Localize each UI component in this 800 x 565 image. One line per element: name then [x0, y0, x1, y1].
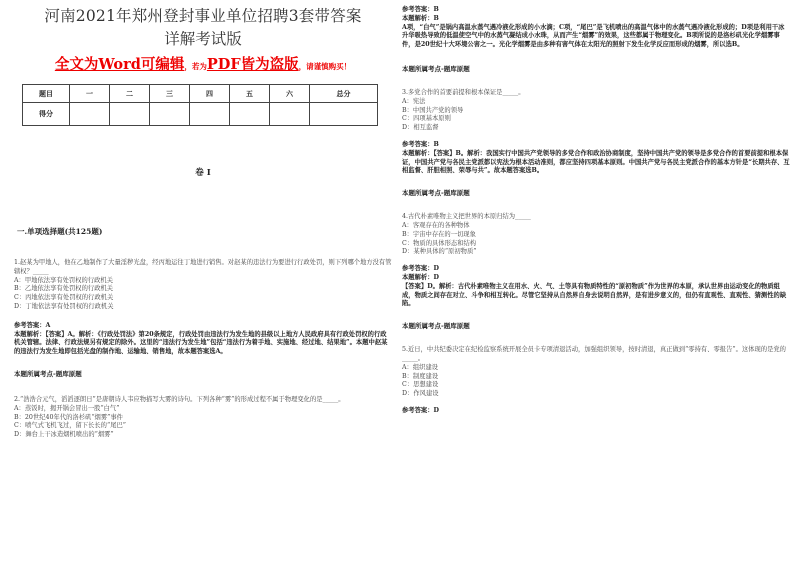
answer-label: 参考答案：D — [402, 265, 439, 273]
answer-label: 参考答案：B — [402, 6, 439, 13]
option-a: A：客观存在的各种物体 — [402, 221, 470, 229]
score-input-cell — [70, 103, 110, 126]
option-d: D：相互监督 — [402, 124, 439, 132]
score-input-cell — [110, 103, 150, 126]
option-d: D：某种具体的“原初物质” — [402, 248, 477, 256]
question-5 — [402, 346, 790, 416]
option-a: A：宪法 — [402, 97, 426, 105]
left-column — [14, 6, 392, 440]
section-title: 一.单项选择题(共125题) — [17, 227, 103, 236]
knowledge-point: 本题所属考点-题库原题 — [14, 369, 82, 378]
score-cell: 一 — [70, 85, 110, 103]
score-cell: 得分 — [23, 103, 70, 126]
option-d: D：丁地依法享有处罚权的行政机关 — [14, 302, 114, 310]
copyright-banner — [14, 53, 392, 74]
option-b: B：中国共产党的领导 — [402, 106, 464, 114]
option-c: C：思想建设 — [402, 381, 439, 389]
option-c: C：丙地依法享有处罚权的行政机关 — [14, 294, 114, 302]
question-2 — [14, 396, 392, 440]
score-cell: 四 — [190, 85, 230, 103]
score-cell: 二 — [110, 85, 150, 103]
knowledge-point: 本题所属考点-题库原题 — [402, 322, 470, 331]
option-c: C：四项基本原则 — [402, 115, 451, 123]
question-options — [14, 277, 392, 312]
right-column — [402, 6, 790, 416]
score-cell: 题目 — [23, 85, 70, 103]
explanation-label: 本题解析：D — [402, 273, 439, 281]
score-table-header-row — [23, 85, 378, 103]
question-stem: 3.多党合作的首要前提和根本保证是_____。 — [402, 88, 525, 96]
question-stem: 1.赵某为甲地人，他在乙地制作了大量淫秽光盘，经丙地运往丁地进行销售。对赵某的违法行为要进行行政处罚，则下列哪个地方没有管辖权？_____ — [14, 259, 392, 275]
question-4 — [402, 213, 790, 330]
explanation-label: 本题解析：B — [402, 14, 439, 22]
banner-word-editable: 全文为Word可编辑 — [54, 56, 185, 73]
option-a: A：组织建设 — [402, 363, 439, 371]
document-title: 河南2021年郑州登封事业单位招聘3套带答案 — [44, 7, 362, 25]
answer-label: 参考答案：A — [14, 321, 51, 329]
option-c: C：物质的具体形态和结构 — [402, 239, 477, 247]
answer-label: 参考答案：D — [402, 406, 439, 414]
option-b: B：宇宙中存在的一切现象 — [402, 230, 476, 238]
score-cell: 六 — [270, 85, 310, 103]
score-table — [22, 84, 378, 126]
knowledge-point: 本题所属考点-题库原题 — [402, 64, 470, 73]
score-cell: 三 — [150, 85, 190, 103]
option-a: A：甲地依法享有处罚权的行政机关 — [14, 276, 114, 284]
explanation: 本题解析：【答案】B。解析：我国实行中国共产党领导的多党合作和政治协商制度，坚持中国共产党的领导是多党合作的首要前提和根本保证，中国共产党与各民主党派都以宪法为根本活动准则，都应坚持四项基本原则。中国共产党与各民主党派合作的基本方针是“长期共存、互相监督、肝胆相照、荣辱与共”。故本题答案选B。 — [402, 149, 790, 175]
banner-pdf-pirated: PDF皆为盗版 — [206, 56, 299, 73]
explanation: 本题解析：【答案】A。解析：《行政处罚法》第20条规定，行政处罚由违法行为发生地的县级以上地方人民政府具有行政处罚权的行政机关管辖。法律、行政法规另有规定的除外。这里的“违法行为发生地”包括“违法行为着手地、实施地、经过地、结果地”。本题中赵某的违法行为发生地即包括光盘的制作地、运输地、销售地，故本题答案选A。 — [14, 330, 388, 356]
question-stem: 4.古代朴素唯物主义把世界的本原归结为_____ — [402, 213, 531, 221]
question-options — [402, 364, 790, 399]
score-input-cell — [230, 103, 270, 126]
score-input-cell — [190, 103, 230, 126]
option-b: B：制度建设 — [402, 372, 439, 380]
question-stem: 5.近日，中共纪委决定在纪检监察系统开展全员卡专项清退活动，加强组织领导，按时清退，真正做到“零持有、零报告”。这体现的是党的_____。 — [402, 346, 786, 362]
score-input-cell — [310, 103, 378, 126]
score-input-cell — [150, 103, 190, 126]
banner-text-2: ，请谨慎购买！ — [298, 62, 352, 71]
question-options — [402, 222, 790, 257]
question-options — [402, 98, 790, 133]
knowledge-point: 本题所属考点-题库原题 — [402, 189, 470, 198]
question-options — [14, 405, 392, 440]
score-input-cell — [270, 103, 310, 126]
score-cell: 五 — [230, 85, 270, 103]
banner-text-1: ，若为 — [184, 62, 207, 71]
answer-label: 参考答案：B — [402, 140, 439, 148]
option-b: B：20世纪40年代的洛杉矶“烟雾”事件 — [14, 413, 123, 421]
option-b: B：乙地依法享有处罚权的行政机关 — [14, 285, 114, 293]
volume-label: 卷 I — [195, 168, 211, 178]
option-d: D：舞台上干冰造烟机喷出的“烟雾” — [14, 431, 114, 439]
score-table-score-row — [23, 103, 378, 126]
score-cell: 总分 — [310, 85, 378, 103]
question-3 — [402, 89, 790, 197]
document-subtitle: 详解考试版 — [164, 30, 242, 48]
option-d: D：作风建设 — [402, 390, 439, 398]
option-a: A：蒸饭时，揭开锅会冒出一股“白气” — [14, 404, 120, 412]
option-c: C：喷气式飞机飞过，留下长长的“尾巴” — [14, 422, 127, 430]
explanation: A项，“白气”是锅内高温水蒸气遇冷液化形成的小水滴；C项，“尾巴”是飞机喷出的高温气体中的水蒸气遇冷液化形成的；D项是利用干冰升华吸热导致的低温使空气中的水蒸气凝结成小水珠，从而产生“烟雾”的效果，这些都属于物理变化。B项所说的是洛杉矶光化学烟雾事件，是20世纪十大环境公害之一。光化学烟雾是由多种有害气体在太阳光的照射下发生化学反应而形成的烟雾，所以选B。 — [402, 23, 785, 49]
question-stem: 2.“浩浩合元气，滔滔逐朗日”是唐朝诗人韦应物描写大雾的诗句。下列各种“雾”的形成过程不属于物理变化的是_____。 — [14, 395, 345, 403]
question-2-answer — [402, 6, 790, 73]
question-1 — [14, 259, 392, 378]
explanation: 【答案】D。解析：古代朴素唯物主义在用水、火、气、土等具有物质特性的“原初物质”作为世界的本原，承认世界由运动变化的物质组成，物质之间存在对立、斗争和相互转化。尽管它坚持从自然界自身去说明自然界，是有进步意义的，但仍有直观性、直观性、猜测性的缺陷。 — [402, 282, 787, 308]
